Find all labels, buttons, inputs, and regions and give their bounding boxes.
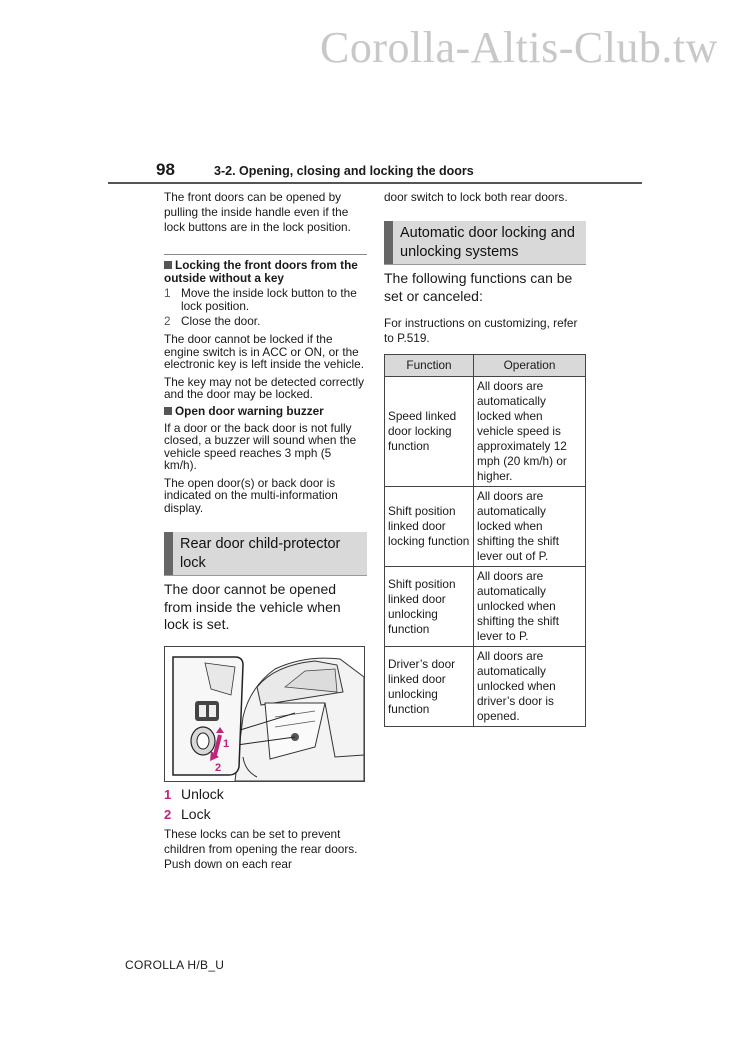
legend-item: 2 Lock: [164, 805, 211, 822]
paragraph: If a door or the back door is not fully closed, a buzzer will sound when the vehicle speed reaches 3 mph (5 km/h).: [164, 420, 357, 472]
table-row: [385, 567, 586, 647]
intro-paragraph: The front doors can be opened by pulling the inside handle even if the lock buttons are in the lock position.: [164, 190, 351, 234]
paragraph: The open door(s) or back door is indicated on the multi-information display.: [164, 475, 338, 515]
continued-paragraph: door switch to lock both rear doors.: [384, 190, 568, 204]
operation-cell: All doors are automatically locked when shifting the shift lever out of P.: [474, 487, 586, 567]
illus-label-2: 2: [215, 761, 222, 774]
rear-door-section-title: Rear door child-protector lock: [164, 532, 367, 575]
steps-list: [164, 287, 367, 328]
door-illustration-drawing: [165, 647, 364, 781]
locking-subheading: Locking the front doors from the outside without a key: [164, 258, 358, 285]
function-table: [384, 354, 586, 727]
lock-legend: [164, 785, 367, 824]
function-cell: Speed linked door locking function: [385, 377, 474, 487]
page-number: 98: [156, 160, 175, 179]
child-lock-illustration: [164, 646, 365, 782]
rear-door-intro: The door cannot be opened from inside the vehicle when lock is set.: [164, 581, 341, 632]
customize-note: For instructions on customizing, refer to P.519.: [384, 316, 578, 345]
function-cell: Shift position linked door locking function: [385, 487, 474, 567]
operation-cell: All doors are automatically locked when vehicle speed is approximately 12 mph (20 km/h) or higher.: [474, 377, 586, 487]
paragraph: The key may not be detected correctly and the door may be locked.: [164, 374, 364, 401]
table-row: [385, 647, 586, 727]
closing-paragraph: These locks can be set to prevent children from opening the rear doors. Push down on each rear: [164, 826, 358, 871]
table-header-row: [385, 355, 586, 377]
function-cell: Driver’s door linked door unlocking function: [385, 647, 474, 727]
column-header: Operation: [474, 355, 586, 377]
step-item: 2 Close the door.: [164, 314, 261, 328]
paragraph: The door cannot be locked if the engine switch is in ACC or ON, or the electronic key is left inside the vehicle.: [164, 332, 364, 371]
watermark: Corolla-Altis-Club.tw: [320, 23, 718, 72]
left-column: [164, 190, 367, 872]
table-row: [385, 377, 586, 487]
function-cell: Shift position linked door unlocking function: [385, 567, 474, 647]
footer-model: COROLLA H/B_U: [125, 958, 225, 972]
auto-lock-intro: The following functions can be set or canceled:: [384, 270, 573, 304]
buzzer-subheading: Open door warning buzzer: [164, 405, 367, 418]
square-bullet-icon: [164, 261, 172, 269]
divider: [164, 575, 367, 576]
auto-lock-section-title: Automatic door locking and unlocking systems: [384, 221, 586, 264]
column-header: Function: [385, 355, 474, 377]
legend-item: 1 Unlock: [164, 785, 224, 802]
section-title: 3-2. Opening, closing and locking the doors: [214, 164, 474, 178]
divider: [384, 264, 586, 265]
square-bullet-icon: [164, 407, 172, 415]
step-item: 1 Move the inside lock button to the lock position.: [164, 286, 357, 313]
illus-label-1: 1: [223, 737, 230, 750]
operation-cell: All doors are automatically unlocked when shifting the shift lever to P.: [474, 567, 586, 647]
operation-cell: All doors are automatically unlocked when driver’s door is opened.: [474, 647, 586, 727]
divider: [164, 254, 367, 255]
header-rule: [108, 182, 642, 184]
right-column: [384, 190, 586, 727]
table-row: [385, 487, 586, 567]
